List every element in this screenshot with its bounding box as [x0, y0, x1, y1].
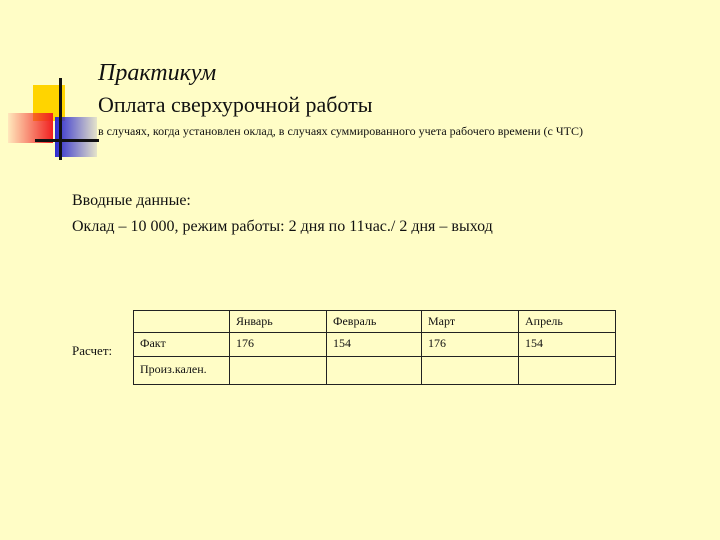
calc-label: Расчет: — [72, 343, 113, 358]
slide-title: Практикум — [98, 60, 217, 86]
intro-details: Оклад – 10 000, режим работы: 2 дня по 11час./ 2 дня – выход — [72, 218, 493, 235]
decor-horizontal-line — [35, 139, 99, 142]
row-label-calendar: Произ.кален. — [134, 357, 230, 385]
header-cell — [134, 311, 230, 333]
cell-fact-february: 154 — [327, 333, 422, 357]
row-label-fact: Факт — [134, 333, 230, 357]
intro-heading: Вводные данные: — [72, 192, 191, 209]
header-cell-february: Февраль — [327, 311, 422, 333]
cell-fact-april: 154 — [519, 333, 616, 357]
table-row-calendar — [134, 357, 616, 385]
cell-calendar-january — [230, 357, 327, 385]
cell-calendar-april — [519, 357, 616, 385]
table-row-fact — [134, 333, 616, 357]
slide-subtitle: Оплата сверхурочной работы — [98, 92, 373, 117]
slide-note: в случаях, когда установлен оклад, в случаях суммированного учета рабочего времени (с ЧТС) — [98, 124, 583, 138]
cell-calendar-march — [422, 357, 519, 385]
header-cell-march: Март — [422, 311, 519, 333]
decor-vertical-line — [59, 78, 62, 160]
cell-fact-march: 176 — [422, 333, 519, 357]
intro-block — [72, 188, 493, 240]
cell-fact-january: 176 — [230, 333, 327, 357]
header-cell-january: Январь — [230, 311, 327, 333]
header-cell-april: Апрель — [519, 311, 616, 333]
cell-calendar-february — [327, 357, 422, 385]
calc-table — [133, 310, 616, 385]
table-header-row — [134, 311, 616, 333]
